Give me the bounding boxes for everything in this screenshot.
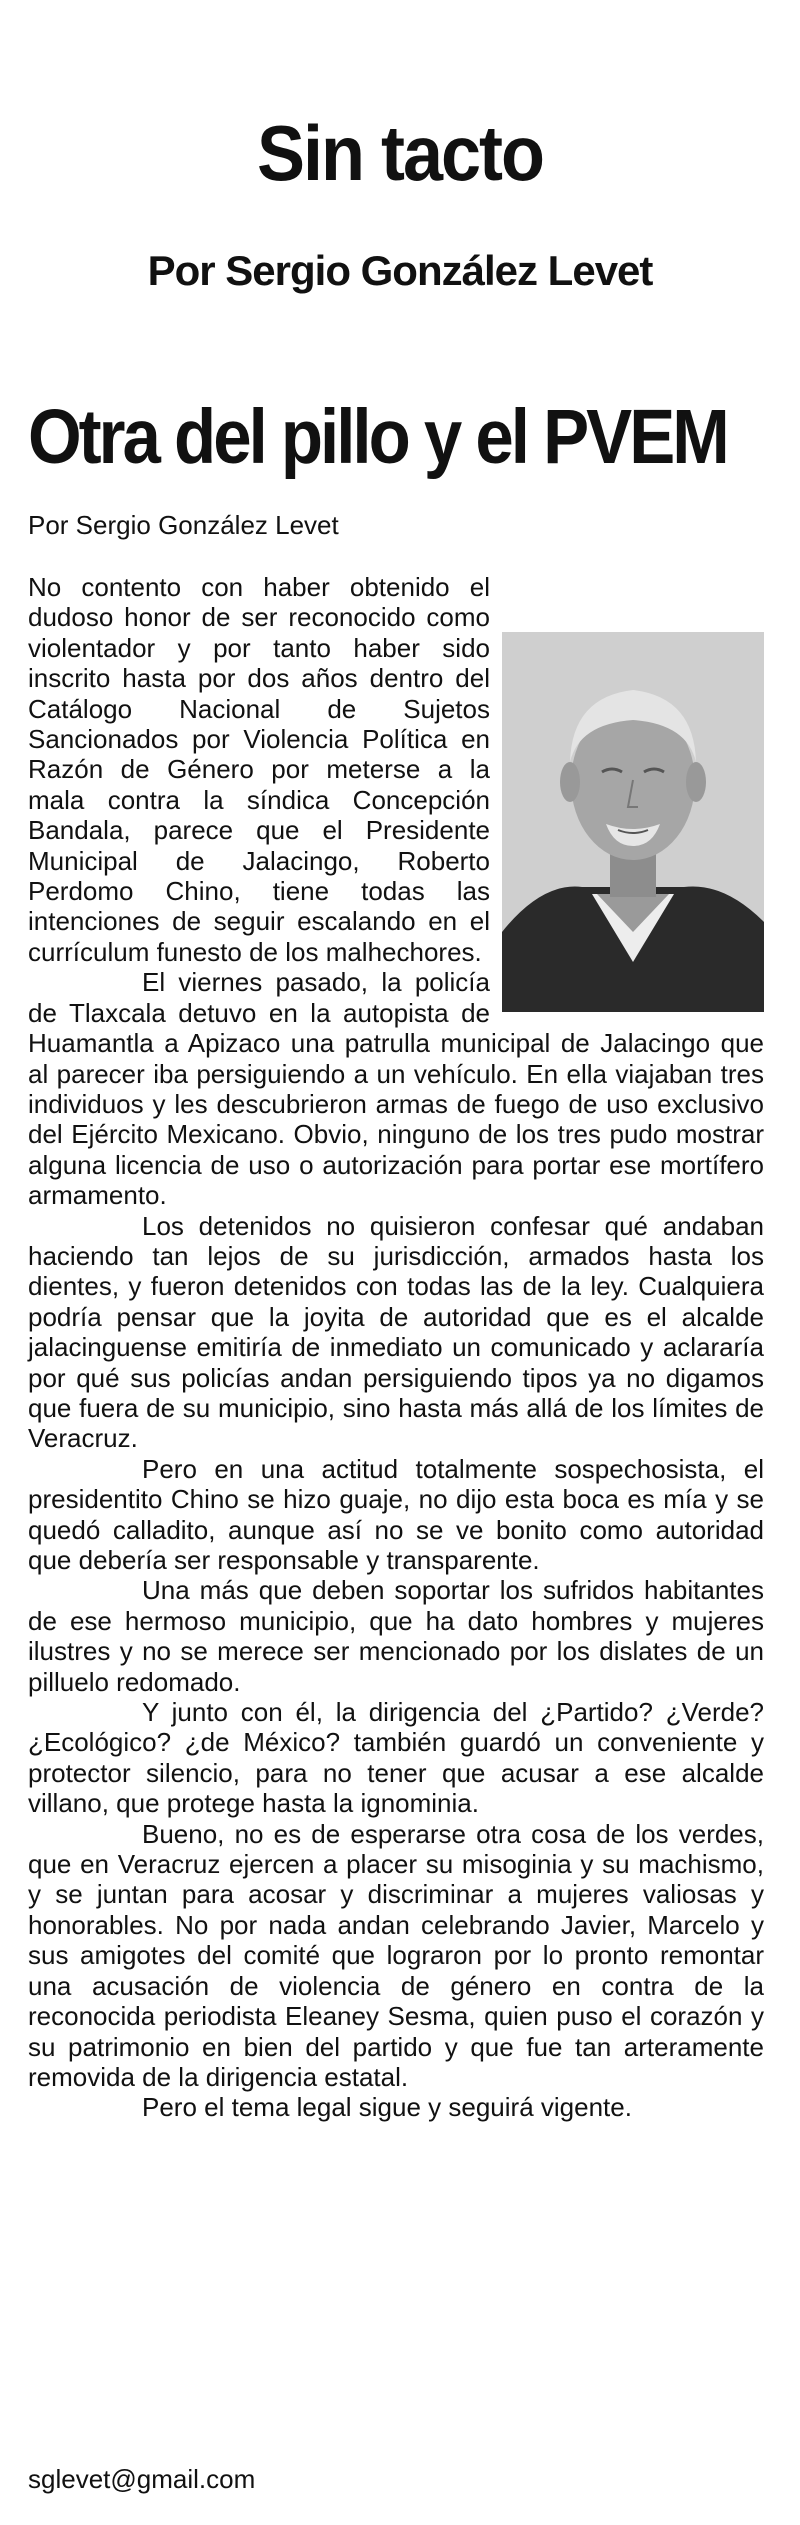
column-title: Sin tacto [256,110,544,198]
article-headline: Otra del pillo y el PVEM [28,393,727,480]
paragraph-7: Bueno, no es de esperarse otra cosa de los verdes, que en Veracruz ejercen a placer su misoginia y su machismo, y se juntan para acosar y discriminar a mujeres valiosas y honorables. No por nada andan celebrando Javier, Marcelo y sus amigotes del comité que lograron por lo pronto remontar una acusación de violencia de género en contra de la reconocida periodista Eleaney Sesma, quien puso el corazón y su patrimonio en bien del partido y que fue tan arteramente removida de la dirigencia estatal. [28,1818,764,2092]
portrait-illustration [502,632,764,1012]
author-email: sglevet@gmail.com [28,2464,256,2494]
paragraph-6: Y junto con él, la dirigencia del ¿Partido? ¿Verde? ¿Ecológico? ¿de México? también guardó un conveniente y protector silencio, para no tener que acusar a ese alcalde villano, que protege hasta la ignominia. [28,1697,764,1819]
article-body [28,572,764,2123]
paragraph-8: Pero el tema legal sigue y seguirá vigente. [142,2092,632,2123]
paragraph-3: Los detenidos no quisieron confesar qué andaban haciendo tan lejos de su jurisdicción, armados hasta los dientes, y fueron detenidos con todas las de la ley. Cualquiera podría pensar que la joyita de autoridad que es el alcalde jalacinguense emitiría de inmediato un comunicado y aclararía por qué sus policías andan persiguiendo tipos ya no digamos que fuera de su municipio, sino hasta más allá de los límites de Veracruz. [28,1210,764,1454]
article-author: Por Sergio González Levet [28,510,339,540]
paragraph-5: Una más que deben soportar los sufridos habitantes de ese hermoso municipio, que ha dato hombres y mujeres ilustres y no se merece ser mencionado por los dislates de un pilluelo redomado. [28,1575,764,1697]
paragraph-1: No contento con haber obtenido el dudoso honor de ser reconocido como violentador y por tanto haber sido inscrito hasta por dos años dentro del Catálogo Nacional de Sujetos Sancionados por Violencia Política en Razón de Género por meterse a la mala contra la síndica Concepción Bandala, parece que el Presidente Municipal de Jalacingo, Roberto Perdomo Chino, tiene todas las intenciones de seguir escalando en el currículum funesto de los malhechores. [28,572,490,967]
paragraph-4: Pero en una actitud totalmente sospechosista, el presidentito Chino se hizo guaje, no dijo esta boca es mía y se quedó calladito, aunque así no se ve bonito como autoridad que debería ser responsable y transparente. [28,1453,764,1575]
author-portrait-photo [502,632,764,1012]
column-byline: Por Sergio González Levet [147,247,653,294]
paragraph-2: El viernes pasado, la policía de Tlaxcala detuvo en la autopista de Huamantla a Apizaco una patrulla municipal de Jalacingo que al parecer iba persiguiendo a un vehículo. En ella viajaban tres individuos y les descubrieron armas de fuego de uso exclusivo del Ejército Mexicano. Obvio, ninguno de los tres pudo mostrar alguna licencia de uso o autorización para portar ese mortífero armamento. [28,967,764,1211]
